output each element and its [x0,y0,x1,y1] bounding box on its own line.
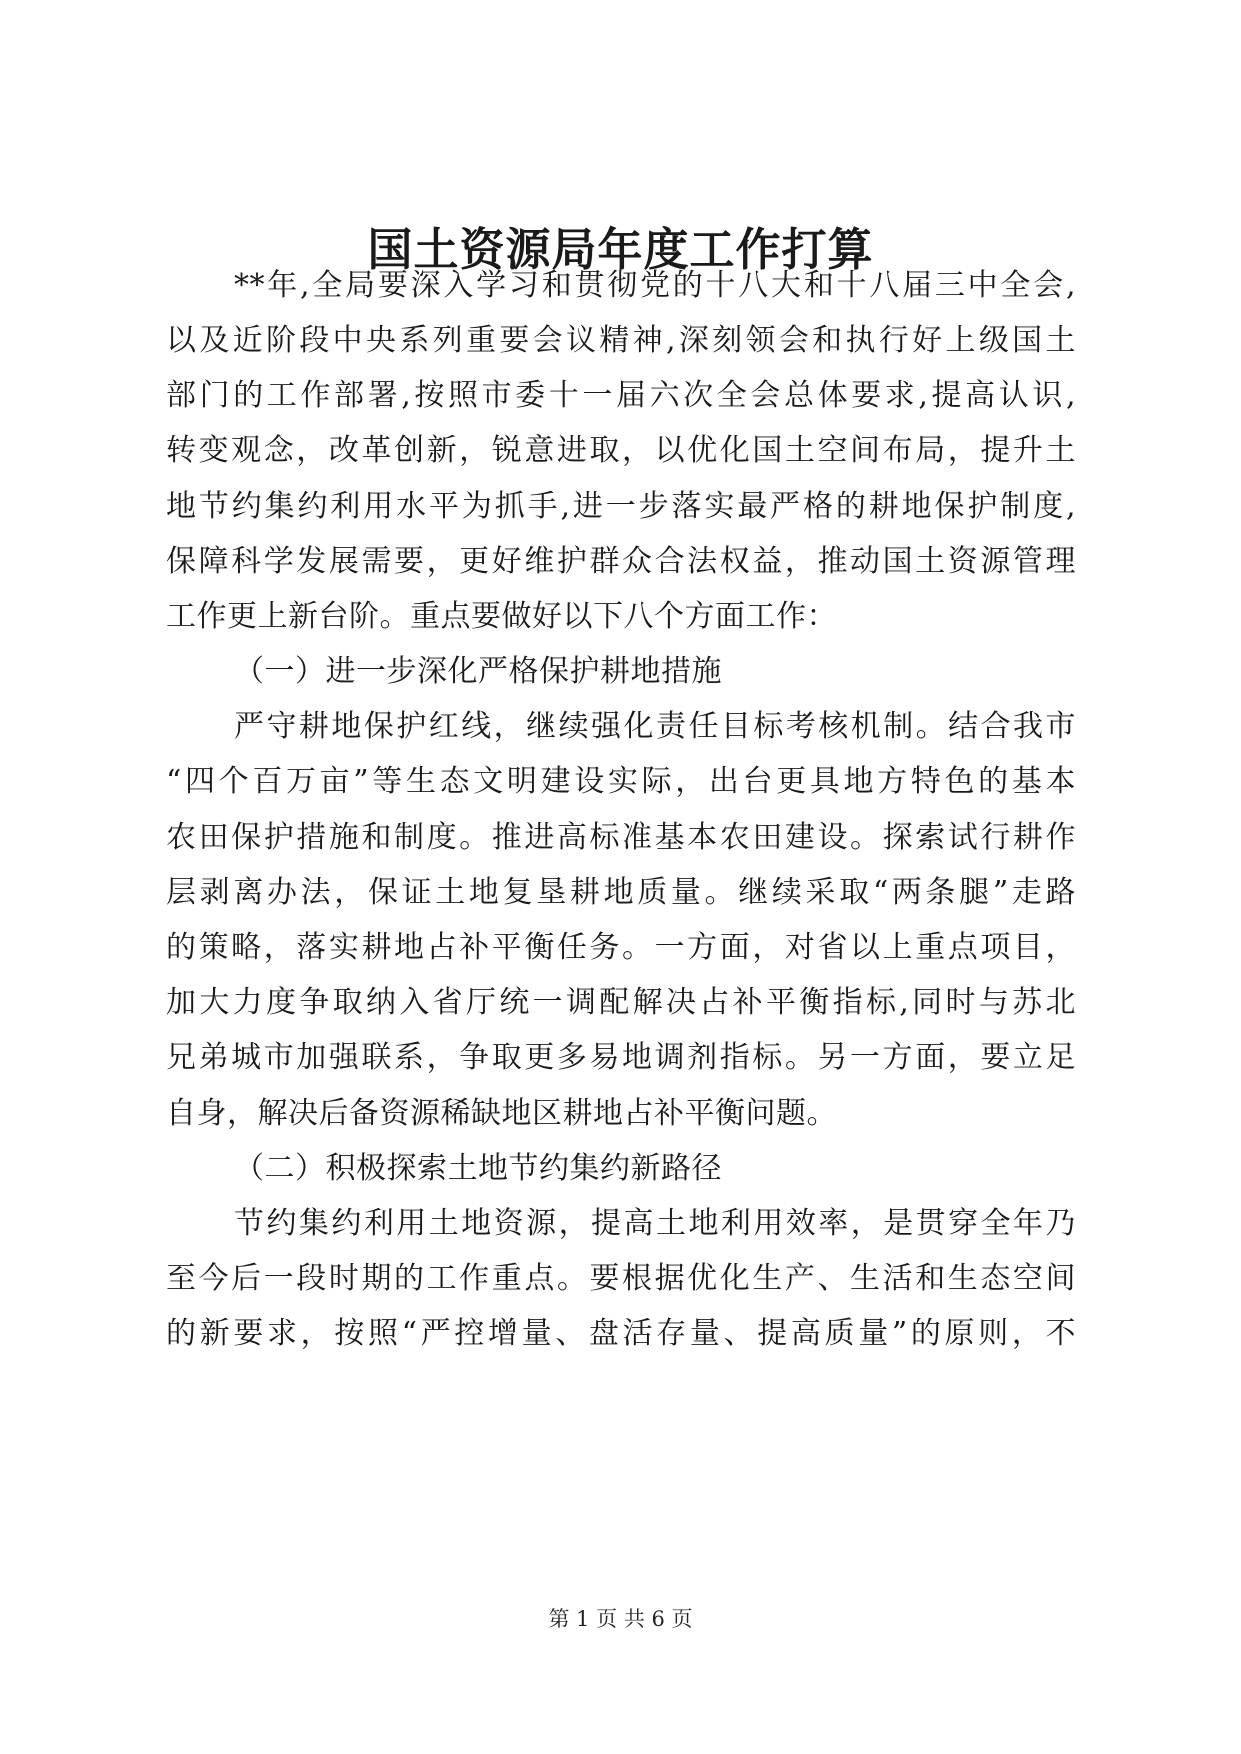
paragraph-line: 兄弟城市加强联系，争取更多易地调剂指标。另一方面，要立足 [166,1040,1076,1075]
paragraph-line: 严守耕地保护红线，继续强化责任目标考核机制。结合我市 [234,709,1076,744]
paragraph-line: 至今后一段时期的工作重点。要根据优化生产、生活和生态空间 [166,1261,1076,1296]
paragraph-line: 节约集约利用土地资源，提高土地利用效率，是贯穿全年乃 [234,1206,1076,1241]
paragraph-line: 地节约集约利用水平为抓手,进一步落实最严格的耕地保护制度, [166,489,1076,524]
paragraph-line: 加大力度争取纳入省厅统一调配解决占补平衡指标,同时与苏北 [166,985,1076,1020]
paragraph-line: 的策略，落实耕地占补平衡任务。一方面，对省以上重点项目， [166,930,1076,965]
paragraph-line: 的新要求，按照“严控增量、盘活存量、提高质量”的原则，不 [166,1316,1076,1351]
paragraph-line: **年,全局要深入学习和贯彻党的十八大和十八届三中全会, [234,268,1076,303]
paragraph-line: 层剥离办法，保证土地复垦耕地质量。继续采取“两条腿”走路 [166,875,1076,910]
paragraph-line: 转变观念，改革创新，锐意进取，以优化国土空间布局，提升土 [166,433,1076,468]
paragraph-line: 部门的工作部署,按照市委十一届六次全会总体要求,提高认识, [166,378,1076,413]
paragraph-line: “四个百万亩”等生态文明建设实际，出台更具地方特色的基本 [166,764,1076,799]
section-heading: （一）进一步深化严格保护耕地措施 [234,654,722,689]
paragraph-line: 保障科学发展需要，更好维护群众合法权益，推动国土资源管理 [166,544,1076,579]
section-heading: （二）积极探索土地节约集约新路径 [234,1151,722,1186]
paragraph-line: 工作更上新台阶。重点要做好以下八个方面工作： [166,599,837,634]
paragraph-line: 农田保护措施和制度。推进高标准基本农田建设。探索试行耕作 [166,820,1076,855]
paragraph-line: 自身，解决后备资源稀缺地区耕地占补平衡问题。 [166,1096,837,1131]
document-title: 国土资源局年度工作打算 [367,223,874,276]
paragraph-line: 以及近阶段中央系列重要会议精神,深刻领会和执行好上级国土 [166,323,1076,358]
page-number-footer: 第 1 页 共 6 页 [548,1607,693,1631]
